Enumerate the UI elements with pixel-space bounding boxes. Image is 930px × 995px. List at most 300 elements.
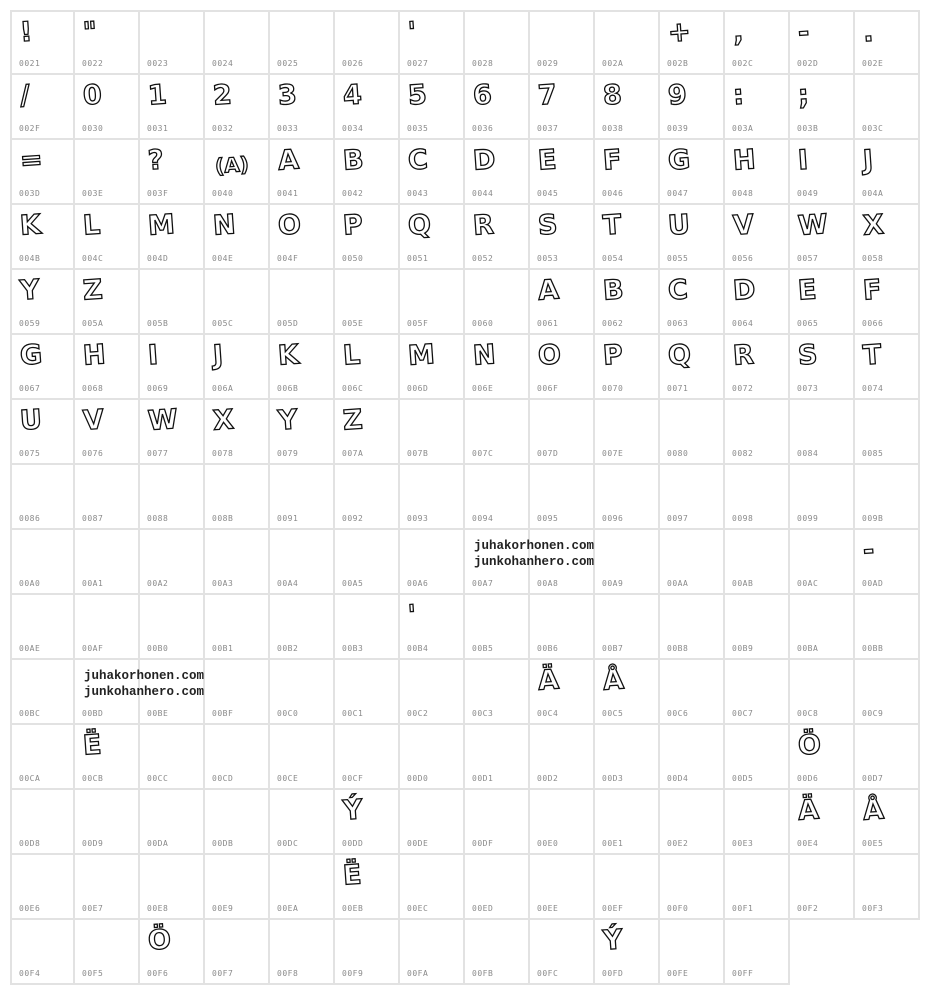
codepoint-label: 00FE [667, 969, 689, 978]
codepoint-label: 0045 [537, 189, 559, 198]
codepoint-label: 0022 [82, 59, 104, 68]
glyph-cell-006e [465, 335, 530, 400]
glyph-preview: A [536, 274, 560, 307]
codepoint-label: 00BC [19, 709, 41, 718]
codepoint-label: 00A1 [82, 579, 104, 588]
glyph-preview: B [601, 274, 625, 307]
glyph-cell-00fb [465, 920, 530, 985]
glyph-preview: Y [18, 274, 41, 307]
glyph-cell-006c [335, 335, 400, 400]
glyph-cell-00ad [855, 530, 920, 595]
glyph-preview: 6 [471, 79, 493, 112]
glyph-preview: T [861, 339, 883, 372]
codepoint-label: 0099 [797, 514, 819, 523]
glyph-cell-0073 [790, 335, 855, 400]
codepoint-label: 007B [407, 449, 429, 458]
codepoint-label: 00A2 [147, 579, 169, 588]
glyph-cell-00b5 [465, 595, 530, 660]
glyph-cell-0071 [660, 335, 725, 400]
codepoint-label: 00CB [82, 774, 104, 783]
glyph-preview: N [211, 209, 237, 242]
codepoint-label: 0051 [407, 254, 429, 263]
glyph-preview: - [861, 534, 876, 567]
glyph-cell-0064 [725, 270, 790, 335]
codepoint-label: 0050 [342, 254, 364, 263]
glyph-cell-0074 [855, 335, 920, 400]
glyph-cell-0021 [10, 10, 75, 75]
codepoint-label: 0064 [732, 319, 754, 328]
codepoint-label: 006D [407, 384, 429, 393]
glyph-cell-00e1 [595, 790, 660, 855]
codepoint-label: 0059 [19, 319, 41, 328]
glyph-preview: F [861, 274, 883, 307]
codepoint-label: 00DB [212, 839, 234, 848]
codepoint-label: 00AE [19, 644, 41, 653]
glyph-cell-004e [205, 205, 270, 270]
glyph-cell-00d2 [530, 725, 595, 790]
glyph-cell-0029 [530, 10, 595, 75]
glyph-cell-00e5 [855, 790, 920, 855]
glyph-cell-00b8 [660, 595, 725, 660]
glyph-cell-0037 [530, 75, 595, 140]
codepoint-label: 004A [862, 189, 884, 198]
codepoint-label: 0086 [19, 514, 41, 523]
glyph-preview: Q [406, 209, 432, 242]
glyph-cell-00d3 [595, 725, 660, 790]
codepoint-label: 00EA [277, 904, 299, 913]
glyph-cell-00a5 [335, 530, 400, 595]
codepoint-label: 005D [277, 319, 299, 328]
glyph-cell-005f [400, 270, 465, 335]
codepoint-label: 005C [212, 319, 234, 328]
glyph-preview: G [18, 339, 44, 372]
codepoint-label: 0066 [862, 319, 884, 328]
glyph-cell-00a6 [400, 530, 465, 595]
glyph-cell-004c [75, 205, 140, 270]
glyph-preview: K [276, 339, 300, 372]
codepoint-label: 0049 [797, 189, 819, 198]
codepoint-label: 00E4 [797, 839, 819, 848]
codepoint-label: 00D8 [19, 839, 41, 848]
codepoint-label: 00C4 [537, 709, 559, 718]
glyph-cell-0067 [10, 335, 75, 400]
glyph-preview: H [81, 339, 107, 372]
glyph-cell-00db [205, 790, 270, 855]
glyph-cell-003d [10, 140, 75, 205]
codepoint-label: 00AB [732, 579, 754, 588]
codepoint-label: 00CE [277, 774, 299, 783]
codepoint-label: 00C0 [277, 709, 299, 718]
codepoint-label: 00BB [862, 644, 884, 653]
glyph-cell-0056 [725, 205, 790, 270]
codepoint-label: 00B9 [732, 644, 754, 653]
glyph-cell-00e6 [10, 855, 75, 920]
codepoint-label: 00F8 [277, 969, 299, 978]
codepoint-label: 005A [82, 319, 104, 328]
glyph-preview: V [81, 404, 105, 437]
codepoint-label: 00B8 [667, 644, 689, 653]
codepoint-label: 00FB [472, 969, 494, 978]
codepoint-label: 006F [537, 384, 559, 393]
glyph-cell-00c3 [465, 660, 530, 725]
glyph-cell-004a [855, 140, 920, 205]
glyph-cell-0060 [465, 270, 530, 335]
glyph-cell-0024 [205, 10, 270, 75]
codepoint-label: 008B [212, 514, 234, 523]
glyph-cell-0093 [400, 465, 465, 530]
codepoint-label: 0098 [732, 514, 754, 523]
glyph-cell-00e9 [205, 855, 270, 920]
codepoint-label: 00DC [277, 839, 299, 848]
glyph-preview: 8 [601, 79, 623, 112]
glyph-cell-00e4 [790, 790, 855, 855]
glyph-cell-00c5 [595, 660, 660, 725]
glyph-preview: U [666, 209, 691, 242]
glyph-cell-0041 [270, 140, 335, 205]
glyph-cell-0023 [140, 10, 205, 75]
codepoint-label: 00C9 [862, 709, 884, 718]
codepoint-label: 00CD [212, 774, 234, 783]
glyph-cell-00e3 [725, 790, 790, 855]
codepoint-label: 002C [732, 59, 754, 68]
codepoint-label: 0048 [732, 189, 754, 198]
glyph-cell-00c1 [335, 660, 400, 725]
glyph-cell-0022 [75, 10, 140, 75]
glyph-cell-003c [855, 75, 920, 140]
codepoint-label: 0074 [862, 384, 884, 393]
codepoint-label: 007A [342, 449, 364, 458]
glyph-cell-00f3 [855, 855, 920, 920]
codepoint-label: 0042 [342, 189, 364, 198]
glyph-cell-005e [335, 270, 400, 335]
glyph-cell-00ec [400, 855, 465, 920]
codepoint-label: 0097 [667, 514, 689, 523]
glyph-cell-0027 [400, 10, 465, 75]
glyph-preview: M [406, 339, 436, 372]
glyph-cell-0066 [855, 270, 920, 335]
codepoint-label: 006E [472, 384, 494, 393]
glyph-cell-006f [530, 335, 595, 400]
glyph-preview: J [211, 339, 225, 372]
codepoint-label: 0036 [472, 124, 494, 133]
glyph-cell-0099 [790, 465, 855, 530]
codepoint-label: 00B2 [277, 644, 299, 653]
glyph-cell-00ae [10, 595, 75, 660]
glyph-cell-00b7 [595, 595, 660, 660]
codepoint-label: 0067 [19, 384, 41, 393]
codepoint-label: 00D9 [82, 839, 104, 848]
glyph-preview: P [601, 339, 624, 372]
codepoint-label: 00C5 [602, 709, 624, 718]
codepoint-label: 0065 [797, 319, 819, 328]
glyph-cell-0087 [75, 465, 140, 530]
codepoint-label: 00C3 [472, 709, 494, 718]
glyph-cell-00a1 [75, 530, 140, 595]
glyph-preview: L [341, 339, 362, 372]
glyph-cell-00fe [660, 920, 725, 985]
glyph-cell-00f7 [205, 920, 270, 985]
glyph-preview: Z [81, 274, 104, 307]
glyph-cell-00f8 [270, 920, 335, 985]
glyph-cell-0051 [400, 205, 465, 270]
codepoint-label: 0076 [82, 449, 104, 458]
codepoint-label: 003C [862, 124, 884, 133]
glyph-preview: 0 [81, 79, 103, 112]
glyph-cell-00f4 [10, 920, 75, 985]
glyph-cell-002a [595, 10, 660, 75]
codepoint-label: 00DE [407, 839, 429, 848]
glyph-cell-00eb [335, 855, 400, 920]
glyph-preview: (A) [214, 151, 250, 179]
codepoint-label: 0043 [407, 189, 429, 198]
glyph-cell-0084 [790, 400, 855, 465]
glyph-preview: C [666, 274, 689, 307]
codepoint-label: 002A [602, 59, 624, 68]
codepoint-label: 0088 [147, 514, 169, 523]
glyph-preview: Ä [536, 664, 560, 697]
glyph-preview: E [796, 274, 818, 307]
codepoint-label: 0041 [277, 189, 299, 198]
codepoint-label: 00BA [797, 644, 819, 653]
glyph-cell-006b [270, 335, 335, 400]
glyph-preview: " [81, 16, 99, 49]
codepoint-label: 00B0 [147, 644, 169, 653]
glyph-preview: . [861, 16, 875, 49]
glyph-preview: ' [406, 16, 418, 49]
glyph-preview: Å [861, 794, 885, 827]
glyph-cell-0063 [660, 270, 725, 335]
glyph-cell-0026 [335, 10, 400, 75]
codepoint-label: 005E [342, 319, 364, 328]
codepoint-label: 00E9 [212, 904, 234, 913]
codepoint-label: 00AC [797, 579, 819, 588]
glyph-cell-002b [660, 10, 725, 75]
glyph-preview: Å [601, 664, 625, 697]
glyph-cell-0094 [465, 465, 530, 530]
codepoint-label: 00F0 [667, 904, 689, 913]
glyph-cell-00b6 [530, 595, 595, 660]
codepoint-label: 00C6 [667, 709, 689, 718]
glyph-cell-007c [465, 400, 530, 465]
glyph-cell-005c [205, 270, 270, 335]
codepoint-label: 0039 [667, 124, 689, 133]
codepoint-label: 003F [147, 189, 169, 198]
codepoint-label: 00F9 [342, 969, 364, 978]
codepoint-label: 0095 [537, 514, 559, 523]
glyph-preview: / [18, 79, 31, 112]
glyph-cell-005a [75, 270, 140, 335]
credit-line: juhakorhonen.com [474, 539, 595, 553]
codepoint-label: 00B3 [342, 644, 364, 653]
codepoint-label: 0054 [602, 254, 624, 263]
codepoint-label: 002B [667, 59, 689, 68]
glyph-preview: ; [796, 79, 810, 112]
glyph-cell-00d8 [10, 790, 75, 855]
glyph-cell-00c4 [530, 660, 595, 725]
glyph-cell-00dd [335, 790, 400, 855]
glyph-preview: Ý [341, 794, 364, 827]
codepoint-label: 0038 [602, 124, 624, 133]
glyph-cell-0057 [790, 205, 855, 270]
glyph-preview: B [341, 144, 365, 177]
codepoint-label: 00FC [537, 969, 559, 978]
credit-text [474, 538, 594, 570]
glyph-cell-00cb [75, 725, 140, 790]
glyph-preview: Ë [81, 729, 103, 762]
codepoint-label: 0052 [472, 254, 494, 263]
codepoint-label: 00AA [667, 579, 689, 588]
glyph-preview: T [601, 209, 623, 242]
codepoint-label: 00BE [147, 709, 169, 718]
glyph-preview: O [276, 209, 302, 242]
codepoint-label: 00B6 [537, 644, 559, 653]
glyph-cell-00ea [270, 855, 335, 920]
codepoint-label: 00FA [407, 969, 429, 978]
codepoint-label: 0037 [537, 124, 559, 133]
codepoint-label: 005B [147, 319, 169, 328]
codepoint-label: 00BD [82, 709, 104, 718]
glyph-preview: Q [666, 339, 692, 372]
glyph-preview: = [18, 144, 44, 177]
glyph-cell-00b9 [725, 595, 790, 660]
glyph-cell-00d1 [465, 725, 530, 790]
codepoint-label: 00F3 [862, 904, 884, 913]
codepoint-label: 00DD [342, 839, 364, 848]
glyph-preview: Ö [796, 729, 822, 762]
glyph-preview: Z [341, 404, 364, 437]
glyph-cell-0049 [790, 140, 855, 205]
glyph-cell-0036 [465, 75, 530, 140]
codepoint-label: 00DA [147, 839, 169, 848]
glyph-cell-00c2 [400, 660, 465, 725]
glyph-preview: U [18, 404, 43, 437]
codepoint-label: 0084 [797, 449, 819, 458]
glyph-preview: W [146, 403, 179, 438]
glyph-cell-0033 [270, 75, 335, 140]
glyph-cell-0078 [205, 400, 270, 465]
glyph-cell-00b2 [270, 595, 335, 660]
codepoint-label: 004E [212, 254, 234, 263]
codepoint-label: 004C [82, 254, 104, 263]
glyph-preview: S [796, 339, 819, 372]
glyph-cell-00af [75, 595, 140, 660]
glyph-cell-00da [140, 790, 205, 855]
glyph-preview: Y [276, 404, 299, 437]
glyph-cell-0072 [725, 335, 790, 400]
glyph-cell-00b0 [140, 595, 205, 660]
glyph-preview: F [601, 144, 623, 177]
codepoint-label: 0062 [602, 319, 624, 328]
glyph-preview: , [731, 16, 745, 49]
codepoint-label: 0091 [277, 514, 299, 523]
codepoint-label: 00E1 [602, 839, 624, 848]
codepoint-label: 00D2 [537, 774, 559, 783]
codepoint-label: 007D [537, 449, 559, 458]
glyph-preview: X [861, 209, 885, 242]
codepoint-label: 00ED [472, 904, 494, 913]
codepoint-label: 00E5 [862, 839, 884, 848]
glyph-cell-00d0 [400, 725, 465, 790]
codepoint-label: 004F [277, 254, 299, 263]
glyph-cell-00ff [725, 920, 790, 985]
glyph-preview: Ä [796, 794, 820, 827]
glyph-cell-00b3 [335, 595, 400, 660]
codepoint-label: 0025 [277, 59, 299, 68]
codepoint-label: 00D5 [732, 774, 754, 783]
codepoint-label: 0055 [667, 254, 689, 263]
codepoint-label: 0031 [147, 124, 169, 133]
codepoint-label: 00F2 [797, 904, 819, 913]
glyph-cell-0038 [595, 75, 660, 140]
codepoint-label: 00B1 [212, 644, 234, 653]
codepoint-label: 0070 [602, 384, 624, 393]
glyph-cell-00aa [660, 530, 725, 595]
codepoint-label: 004B [19, 254, 41, 263]
codepoint-label: 0096 [602, 514, 624, 523]
glyph-cell-0047 [660, 140, 725, 205]
codepoint-label: 002E [862, 59, 884, 68]
codepoint-label: 00F5 [82, 969, 104, 978]
glyph-cell-002c [725, 10, 790, 75]
glyph-cell-006a [205, 335, 270, 400]
glyph-preview: ' [406, 599, 418, 632]
glyph-cell-003f [140, 140, 205, 205]
codepoint-label: 00C8 [797, 709, 819, 718]
codepoint-label: 0080 [667, 449, 689, 458]
codepoint-label: 00D1 [472, 774, 494, 783]
glyph-preview: Ö [146, 924, 172, 957]
codepoint-label: 0040 [212, 189, 234, 198]
codepoint-label: 00BF [212, 709, 234, 718]
glyph-cell-00ca [10, 725, 75, 790]
codepoint-label: 0087 [82, 514, 104, 523]
glyph-preview: 5 [406, 79, 428, 112]
codepoint-label: 0046 [602, 189, 624, 198]
glyph-cell-0032 [205, 75, 270, 140]
glyph-cell-0030 [75, 75, 140, 140]
glyph-preview: E [536, 144, 558, 177]
glyph-cell-007d [530, 400, 595, 465]
glyph-cell-0088 [140, 465, 205, 530]
glyph-cell-00e8 [140, 855, 205, 920]
glyph-cell-002d [790, 10, 855, 75]
glyph-cell-00c8 [790, 660, 855, 725]
glyph-preview: S [536, 209, 559, 242]
glyph-preview: W [796, 208, 829, 243]
codepoint-label: 003A [732, 124, 754, 133]
glyph-cell-0098 [725, 465, 790, 530]
glyph-cell-00e2 [660, 790, 725, 855]
codepoint-label: 00A3 [212, 579, 234, 588]
glyph-cell-00f0 [660, 855, 725, 920]
glyph-preview: 1 [146, 79, 168, 112]
glyph-preview: + [666, 16, 692, 49]
codepoint-label: 00E2 [667, 839, 689, 848]
glyph-cell-00ee [530, 855, 595, 920]
glyph-cell-00c7 [725, 660, 790, 725]
codepoint-label: 0075 [19, 449, 41, 458]
glyph-cell-00a4 [270, 530, 335, 595]
glyph-preview: : [731, 79, 745, 112]
glyph-cell-00ba [790, 595, 855, 660]
codepoint-label: 0072 [732, 384, 754, 393]
glyph-cell-0059 [10, 270, 75, 335]
glyph-preview: R [731, 339, 755, 372]
glyph-cell-0055 [660, 205, 725, 270]
glyph-preview: P [341, 209, 364, 242]
codepoint-label: 00E6 [19, 904, 41, 913]
glyph-cell-003a [725, 75, 790, 140]
